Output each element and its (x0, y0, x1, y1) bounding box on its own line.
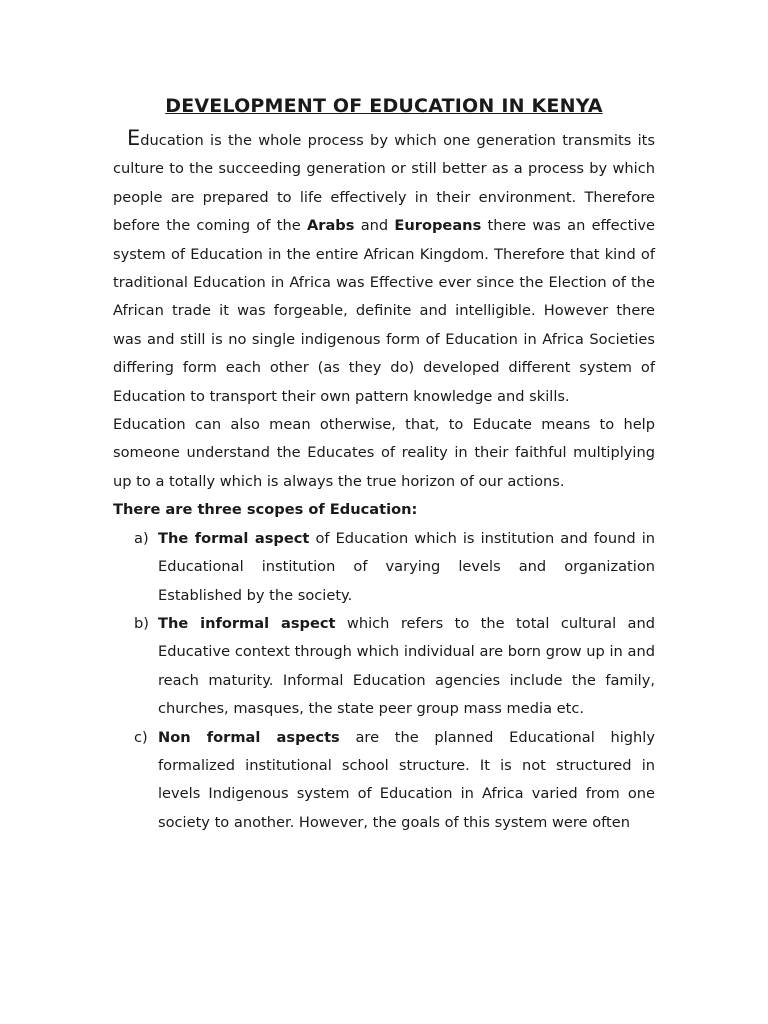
scope-marker: a) (134, 529, 149, 547)
document-page (113, 92, 655, 837)
term-arabs: Arabs (306, 217, 355, 235)
scope-item (113, 525, 655, 610)
intro-dropcap: E (127, 126, 141, 150)
scope-marker: c) (134, 728, 148, 746)
intro-paragraph (113, 124, 655, 411)
scope-item (113, 724, 655, 838)
scopes-heading: There are three scopes of Education: (113, 501, 418, 519)
intro-text-1: ducation is the whole process by which one generation transmits its culture to the succeeding generation or still better as a process by which people are prepared to life effectively in their environment. Therefore before the coming of the (113, 132, 655, 235)
scope-item (113, 610, 655, 724)
scope-term: The informal aspect (158, 614, 336, 632)
term-europeans: Europeans (394, 217, 482, 235)
document-title: DEVELOPMENT OF EDUCATION IN KENYA (165, 95, 603, 117)
intro-text-2: there was an effective system of Education in the entire African Kingdom. Therefore that kind of traditional Education in Africa was Effective ever since the Election of the African trade it was forgeable, definite and intelligible. However there was and still is no single indigenous form of Education in Africa Societies differing form each other (as they do) developed different system of Education to transport their own pattern knowledge and skills. (113, 217, 655, 405)
scope-text: of Education which is institution and found in Educational institution of varying levels and organization Established by the society. (158, 529, 655, 604)
second-paragraph: Education can also mean otherwise, that, to Educate means to help someone understand the Educates of reality in their faithful multiplying up to a totally which is always the true horizon of our actions. (113, 416, 655, 490)
scope-term: Non formal aspects (158, 728, 340, 746)
intro-and: and (354, 217, 395, 235)
scopes-list (113, 525, 655, 837)
scope-text: are the planned Educational highly formalized institutional school structure. It is not structured in levels Indigenous system of Education in Africa varied from one society to another. However, the goals of this system were often (158, 728, 655, 831)
scope-marker: b) (134, 614, 149, 632)
scope-term: The formal aspect (158, 529, 310, 547)
scope-text: which refers to the total cultural and Educative context through which individual are born grow up in and reach maturity. Informal Education agencies include the family, churches, masques, the state peer group mass media etc. (158, 614, 655, 718)
